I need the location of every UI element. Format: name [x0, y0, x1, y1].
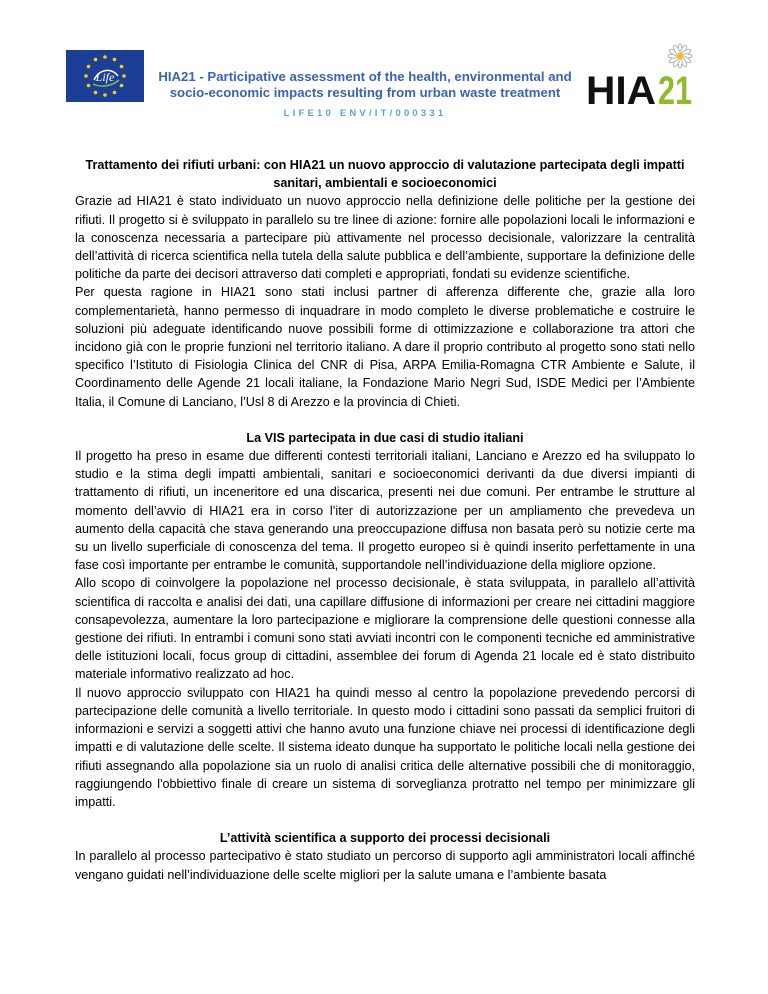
paragraph: In parallelo al processo partecipativo è stato studiato un percorso di supporto agli amministratori locali affinché vengano guidati nell’individuazione delle scelte migliori per la salute umana e l’ambiente basata [75, 849, 695, 882]
paragraph: Grazie ad HIA21 è stato individuato un nuovo approccio nella definizione delle politiche per la gestione dei rifiuti. Il progetto si è sviluppato in parallelo su tre linee di azione: fornire alle popolazioni locali le informazioni e la conoscenza necessaria a partecipare più attivamente nel processo decisionale, valorizzare la centralità dell’attività di ricerca scientifica nella tutela della salute pubblica e dell’ambiente, supportare la definizione delle politiche da parte dei decisori attraverso dati completi e appropriati, fondati su evidenze scientifiche. [75, 194, 695, 282]
paragraph: Il progetto ha preso in esame due differenti contesti territoriali italiani, Lanciano e Arezzo ed ha sviluppato lo studio e la stima degli impatti ambientali, sanitari e socioeconomici derivanti da due diversi impianti di trattamento di rifiuti, un inceneritore ed una discarica, presenti nei due comuni. Per entrambe le strutture al momento dell’avvio di HIA21 era in corso l’iter di autorizzazione per un ampliamento che prevedeva un aumento della capacità che stava generando una preoccupazione diffusa non basata però su notizie certe ma su un livello superficiale di conoscenza del tema. Il progetto europeo si è quindi inserito perfettamente in una fase così importante per entrambe le comunità, supportandole nell’individuazione della migliore opzione. [75, 449, 695, 573]
paragraph: Allo scopo di coinvolgere la popolazione nel processo decisionale, è stata sviluppata, in parallelo all’attività scientifica di raccolta e analisi dei dati, una capillare diffusione di informazioni per creare nei cittadini maggiore consapevolezza, aumentare la loro partecipazione e migliorare la comprensione delle questioni connesse alla gestione dei rifiuti. In entrambi i comuni sono stati avviati incontri con le componenti tecniche ed amministrative delle istituzioni locali, focus group di cittadini, assemblee dei forum di Agenda 21 locale ed è stato distribuito materiale informativo realizzato ad hoc. [75, 576, 695, 682]
section-scientific-activity [75, 829, 695, 884]
section-intro [75, 156, 695, 411]
eu-life-logo [66, 50, 144, 102]
section-heading: Trattamento dei rifiuti urbani: con HIA21 un nuovo approccio di valutazione partecipata degli impatti sanitari, ambientali e socioeconomici [85, 158, 685, 191]
hia21-logo [586, 42, 698, 113]
paragraph: Il nuovo approccio sviluppato con HIA21 ha quindi messo al centro la popolazione prevedendo percorsi di partecipazione delle comunità a livello territoriale. In questo modo i cittadini sono passati da semplici fruitori di informazioni e servizi a soggetti attivi che hanno avuto una funzione chiave nei processi di identificazione degli impatti e di valutazione delle scelte. Il sistema ideato dunque ha supportato le politiche locali nella gestione dei rifiuti assegnando alla popolazione sia un ruolo di analisi critica delle alternative possibili che di monitoraggio, raggiungendo l'obbiettivo finale di creare un sistema di sorveglianza protratto nel tempo per minimizzare gli impatti. [75, 685, 695, 809]
project-code: LIFE10 ENV/IT/000331 [283, 108, 447, 119]
svg-text:HIA: HIA [586, 69, 656, 113]
page-header [0, 0, 768, 130]
document-body [75, 156, 695, 884]
section-case-studies [75, 429, 695, 811]
daisy-flower-icon [668, 44, 692, 68]
svg-text:Life: Life [95, 70, 115, 84]
paragraph: Per questa ragione in HIA21 sono stati inclusi partner di afferenza differente che, grazie alla loro complementarietà, hanno permesso di inquadrare in modo completo le diverse problematiche e costruire le soluzioni più adeguate identificando nuove possibili forme di ottimizzazione e collaborazione tra attori che incidono già con le proprie funzioni nel territorio italiano. A dare il proprio contributo al progetto sono stati nello specifico l’Istituto di Fisiologia Clinica del CNR di Pisa, ARPA Emilia-Romagna CTR Ambiente e Salute, il Coordinamento delle Agende 21 locali italiane, la Fondazione Mario Negri Sud, ISDE Medici per l’Ambiente Italia, il Comune di Lanciano, l’Usl 8 di Arezzo e la provincia di Chieti. [75, 285, 695, 409]
project-title: HIA21 - Participative assessment of the health, environmental and socio-economic impacts resulting from urban waste treatment [158, 69, 572, 100]
section-heading: L’attività scientifica a supporto dei processi decisionali [219, 831, 551, 846]
svg-text:21: 21 [658, 69, 692, 113]
section-heading: La VIS partecipata in due casi di studio italiani [246, 430, 524, 445]
